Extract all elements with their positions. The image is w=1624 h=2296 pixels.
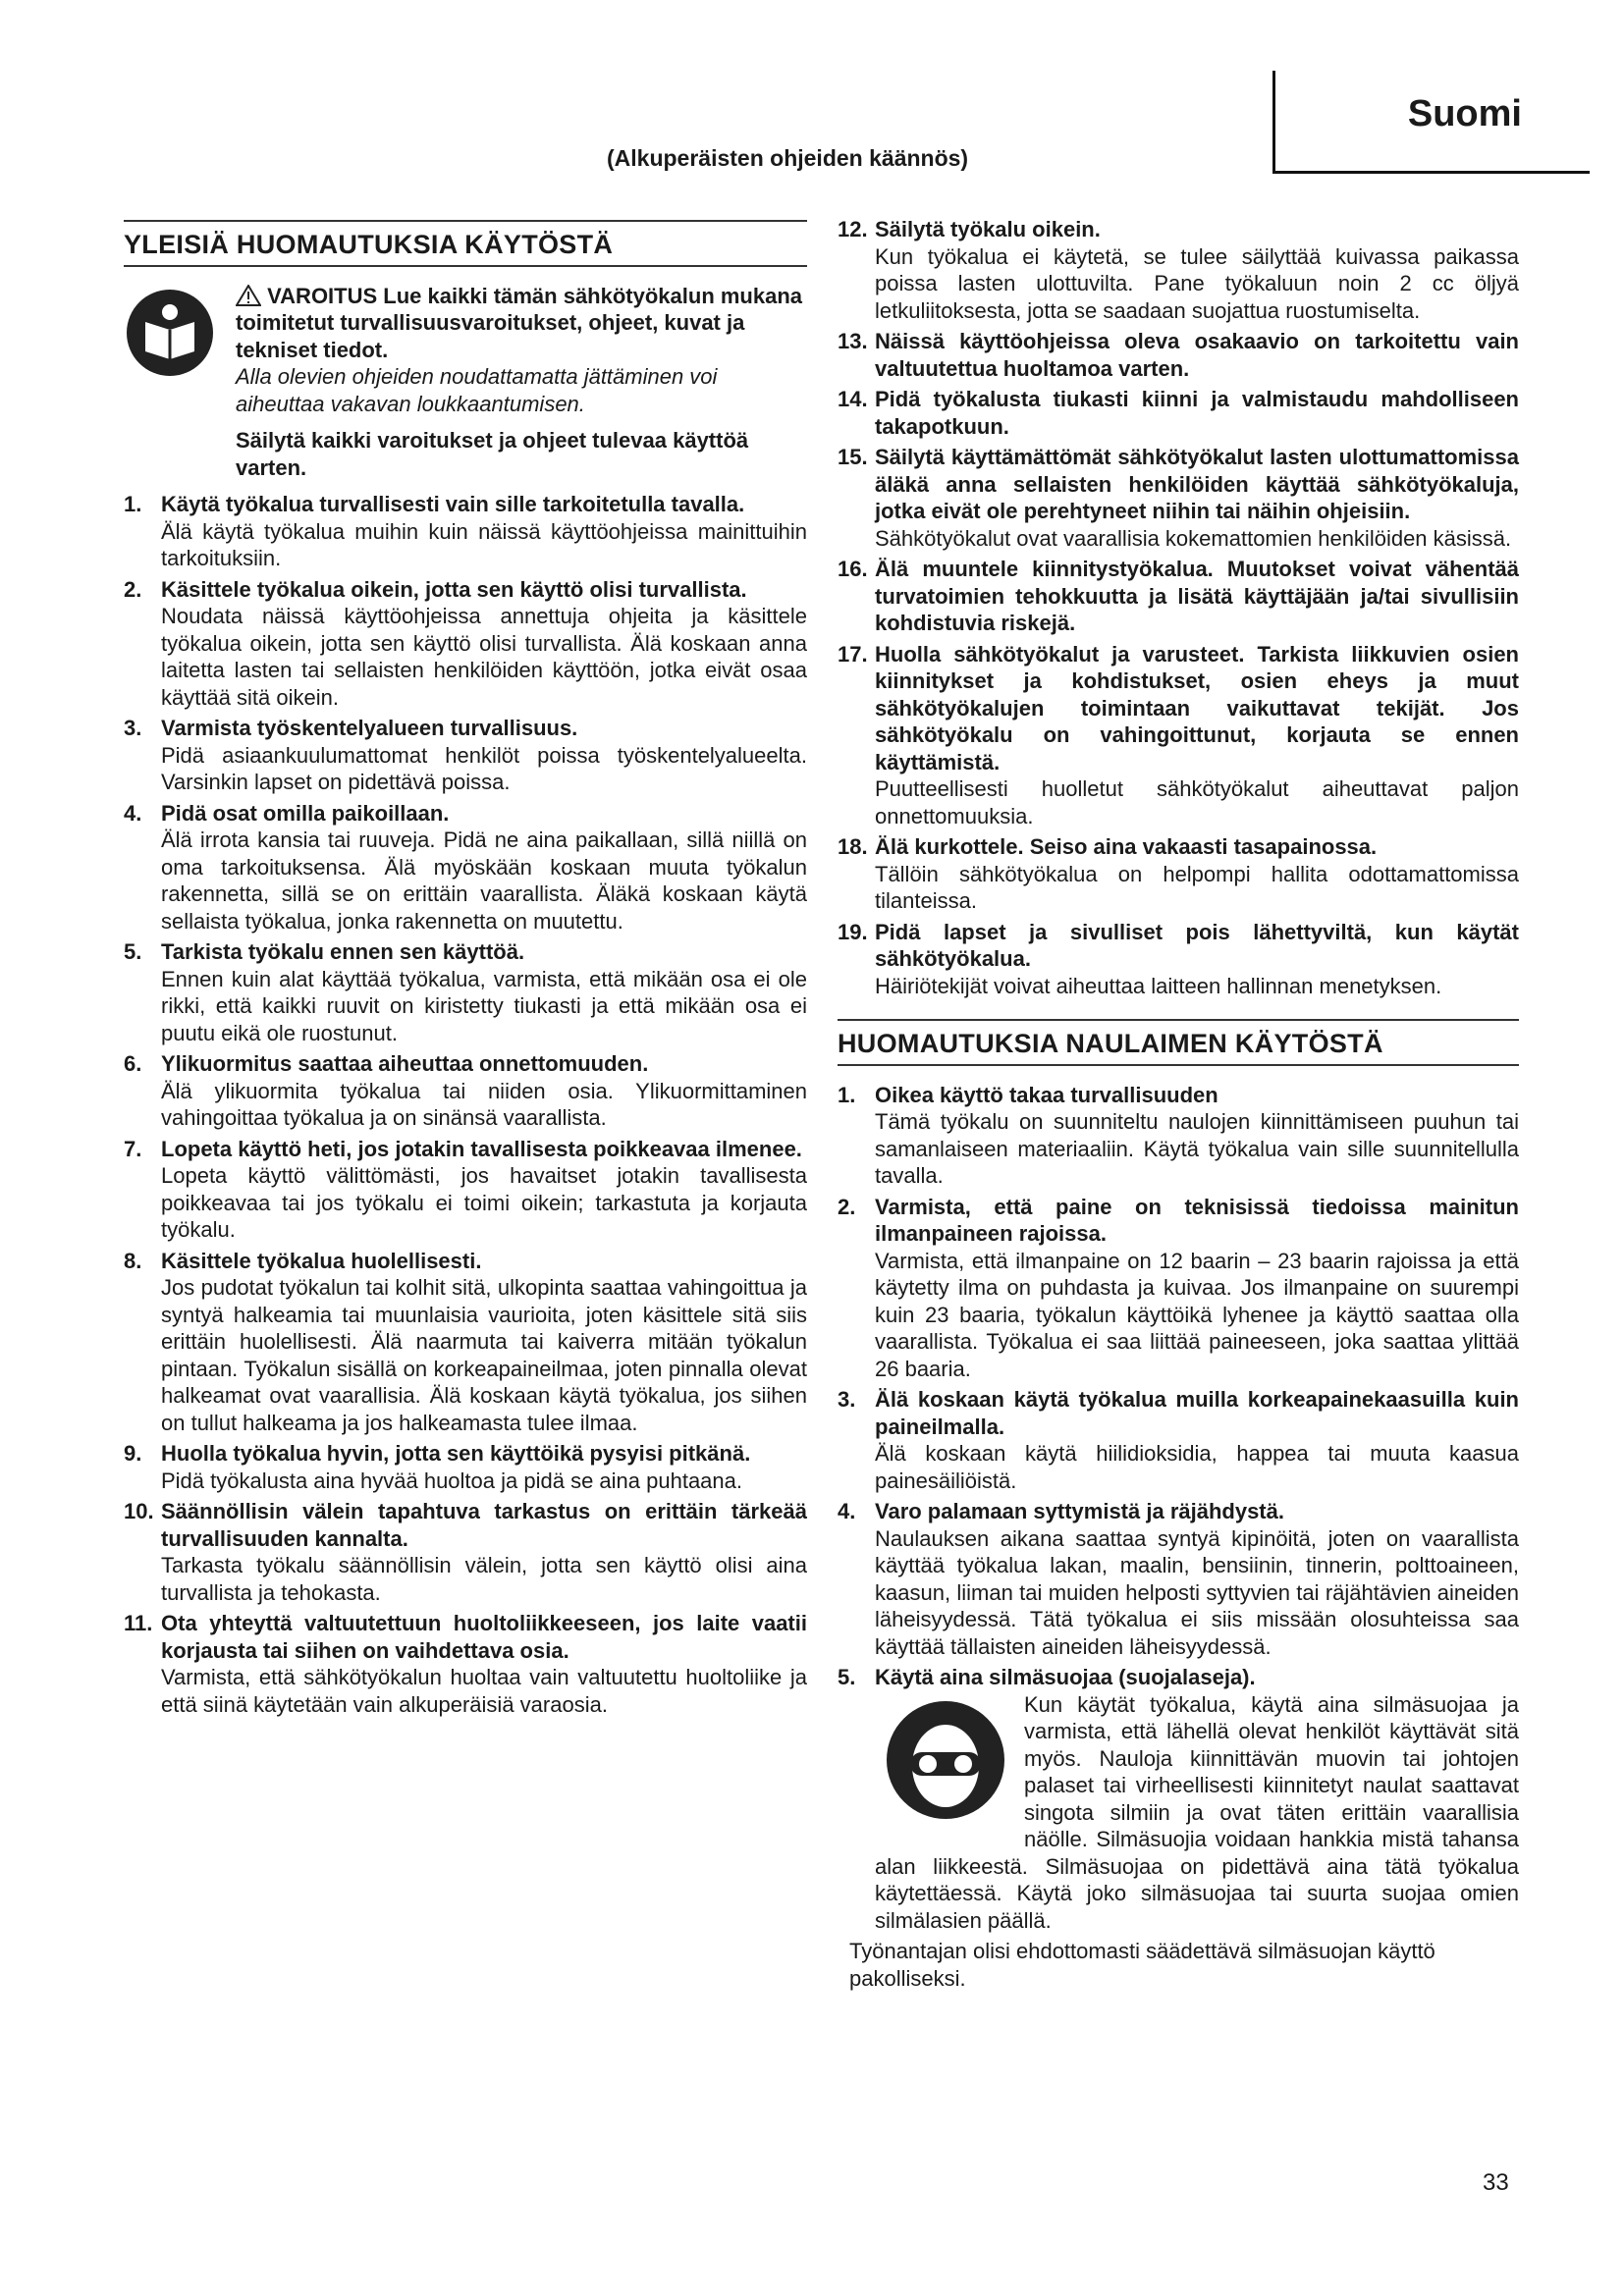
list-item: 3. Varmista työskentelyalueen turvallisuus. Pidä asiaankuulumattomat henkilöt poissa työskentelyalueelta. Varsinkin lapset on pidettävä poissa. [124,716,807,794]
list-item: 17. Huolla sähkötyökalut ja varusteet. Tarkista liikkuvien osien kiinnitykset ja kohdistukset, osien eheys ja muut sähkötyökalujen toimintaan vaikuttavat tekijät. Jos sähkötyökalu on vahingoittunut, korjauta se ennen käyttämistä. Puutteellisesti huolletut sähkötyökalut aiheuttavat paljon onnettomuuksia. [838,641,1519,828]
warning-triangle-icon [236,285,261,306]
warning-keep-text: Säilytä kaikki varoitukset ja ohjeet tulevaa käyttöä varten. [236,428,749,480]
list-item: 18. Älä kurkottele. Seiso aina vakaasti tasapainossa. Tällöin sähkötyökalua on helpompi hallita odottamattomissa tilanteissa. [838,834,1519,913]
list-item: 12. Säilytä työkalu oikein. Kun työkalua ei käytetä, se tulee säilyttää kuivassa paikassa poissa lasten ulottuvilta. Pane työkaluun noin 2 cc öljyä letkuliitoksesta, jotta se saadaan suojattua ruostumiselta. [838,217,1519,323]
left-item-list [124,491,807,1718]
page-number: 33 [1483,2169,1509,2196]
nailer-item-list [838,1082,1519,1993]
warning-bold-text: Lue kaikki tämän sähkötyökalun mukana toimitetut turvallisuusvaroitukset, ohjeet, kuvat ja tekniset tiedot. [236,283,803,362]
list-item: 1. Käytä työkalua turvallisesti vain sille tarkoitetulla tavalla. Älä käytä työkalua muihin kuin näissä käyttöohjeissa mainittuihin tarkoituksiin. [124,492,807,570]
list-item: 9. Huolla työkalua hyvin, jotta sen käyttöikä pysyisi pitkänä. Pidä työkalusta aina hyvää huoltoa ja pidä se aina puhtaana. [124,1441,751,1493]
list-item: 8. Käsittele työkalua huolellisesti. Jos pudotat työkalun tai kolhit sitä, ulkopinta saattaa vahingoittua ja syntyä halkeamia tai muunlaisia vaurioita, joten käsittele sitä siis erittäin huolellisesti. Älä naarmuta tai kaiverra mitään työkalun pintaan. Työkalun sisällä on korkeapaineilmaa, joten pinnalla olevat halkeamat ovat vaarallisia. Älä koskaan käytä työkalua, jos siihen on tullut halkeama ja jos halkeamasta tulee ilmaa. [124,1248,807,1435]
list-item: 11. Ota yhteyttä valtuutettuun huoltoliikkeeseen, jos laite vaatii korjausta tai siihen on vaihdettava osia. Varmista, että sähkötyökalun huoltaa vain valtuutettu huoltoliike ja että siinä käytetään vain alkuperäisiä varaosia. [124,1611,807,1717]
list-item: 10. Säännöllisin välein tapahtuva tarkastus on erittäin tärkeää turvallisuuden kannalta. Tarkasta työkalu säännöllisin välein, jotta sen käyttö olisi aina turvallista ja tehokasta. [124,1499,807,1605]
list-item: 19. Pidä lapset ja sivulliset pois lähettyviltä, kun käytät sähkötyökalua. Häiriötekijät voivat aiheuttaa laitteen hallinnan menetyksen. [838,919,1519,998]
translation-subtitle: (Alkuperäisten ohjeiden käännös) [607,145,969,171]
list-item: 5. Tarkista työkalu ennen sen käyttöä. Ennen kuin alat käyttää työkalua, varmista, että mikään osa ei ole rikki, että kaikki ruuvit on kiristetty tiukasti ja että mikään osa ei puutu eikä ole ruostunut. [124,939,807,1045]
list-item: 2. Käsittele työkalua oikein, jotta sen käyttö olisi turvallista. Noudata näissä käyttöohjeissa annettuja ohjeita ja käsittele työkalua oikein, jotta sen käyttö olisi turvallista. Älä koskaan anna laitetta lasten tai sellaisten henkilöiden käyttöön, jotka eivät osaa käyttää sitä oikein. [124,576,807,710]
read-manual-icon [126,289,214,377]
eye-protection-icon [881,1695,1010,1825]
list-item: 2. Varmista, että paine on teknisissä tiedoissa mainitun ilmanpaineen rajoissa. Varmista, että ilmanpaine on 12 baarin – 23 baarin rajoissa ja että käytetty ilma on puhdasta ja kuivaa. Jos ilmanpaine on suurempi kuin 23 baaria, työkalun käyttöikä lyhenee ja käyttö saattaa olla vaarallista. Työkalua ei saa liittää paineeseen, joka saattaa ylittää 26 baaria. [838,1194,1519,1381]
list-item: 4. Varo palamaan syttymistä ja räjähdystä. Naulauksen aikana saattaa syntyä kipinöitä, joten on vaarallista käyttää työkalua lakan, maalin, bensiinin, tinnerin, polttoaineen, kaasun, liiman tai muiden helposti syttyvien tai räjähtävien aineiden läheisyydessä. Tätä työkalua ei siis missään olosuhteissa saa käyttää tällaisten aineiden läheisyydessä. [838,1499,1519,1659]
language-label: Suomi [1407,93,1522,134]
left-column [124,216,807,1722]
list-item: 13. Näissä käyttöohjeissa oleva osakaavio on tarkoitettu vain valtuutettua huoltamoa varten. [838,329,1519,381]
list-item: 3. Älä koskaan käytä työkalua muilla korkeapainekaasuilla kuin paineilmalla. Älä koskaan käytä hiilidioksidia, happea tai muuta kaasua painesäiliöistä. [838,1387,1519,1493]
right-column [838,216,1519,1992]
list-item: 15. Säilytä käyttämättömät sähkötyökalut lasten ulottumattomissa äläkä anna sellaisten henkilöiden käyttää sähkötyökaluja, jotka eivät ole perehtyneet niihin tai näihin ohjeisiin. Sähkötyökalut ovat vaarallisia kokemattomien henkilöiden käsissä. [838,445,1519,551]
list-item: 5. Käytä aina silmäsuojaa (suojalaseja). Kun käytät työkalua, käytä aina silmäsuojaa ja varmista, että lähellä olevat henkilöt käyttävät sitä myös. Nauloja kiinnittävän muovin tai johtojen palaset tai virheellisesti kiinnitetyt naulat saattavat singota silmiin ja ovat täten erittäin vaarallisia näölle. Silmäsuojia voidaan hankkia mistä tahansa alan liikkeestä. Silmäsuojaa on pidettävä aina tätä työkalua käytettäessä. Käytä joko silmäsuojaa tai suurta suojaa omien silmälasien päällä. [838,1665,1519,1933]
right-item-list [838,216,1519,999]
list-item: 1. Oikea käyttö takaa turvallisuuden Tämä työkalu on suunniteltu naulojen kiinnittämiseen puuhun tai samanlaiseen materiaaliin. Käytä työkalua vain sille suunnitellulla tavalla. [838,1082,1519,1188]
list-item: 6. Ylikuormitus saattaa aiheuttaa onnettomuuden. Älä ylikuormita työkalua tai niiden osia. Ylikuormittaminen vahingoittaa työkalua ja on sinänsä vaarallista. [124,1051,807,1130]
warning-block [124,283,807,482]
list-item: 14. Pidä työkalusta tiukasti kiinni ja valmistaudu mahdolliseen takapotkuun. [838,387,1519,439]
list-item: 16. Älä muuntele kiinnitystyökalua. Muutokset voivat vähentää turvatoimien tehokkuutta ja lisätä käyttäjään ja/tai sivullisiin kohdistuvia riskejä. [838,557,1519,635]
list-item: 4. Pidä osat omilla paikoillaan. Älä irrota kansia tai ruuveja. Pidä ne aina paikallaan, sillä niillä on oma tarkoituksensa. Älä myöskään koskaan muuta työkalun rakennetta, sillä se on erittäin vaarallista. Äläkä koskaan käytä sellaista työkalua, jonka rakennetta on muutettu. [124,800,807,934]
employer-note: Työnantajan olisi ehdottomasti säädettävä silmäsuojan käyttö pakolliseksi. [849,1939,1435,1991]
nailer-notes-heading: HUOMAUTUKSIA NAULAIMEN KÄYTÖSTÄ [838,1019,1519,1066]
warning-italic-text: Alla olevien ohjeiden noudattamatta jättäminen voi aiheuttaa vakavan loukkaantumisen. [236,364,718,416]
general-notes-heading: YLEISIÄ HUOMAUTUKSIA KÄYTÖSTÄ [124,220,807,267]
warning-label: VAROITUS [267,283,378,308]
list-item: 7. Lopeta käyttö heti, jos jotakin tavallisesta poikkeavaa ilmenee. Lopeta käyttö välittömästi, jos havaitset jotakin tavallisesta poikkeavaa tai jos työkalu ei toimi oikein; tarkastuta ja korjauta työkalu. [124,1136,807,1242]
